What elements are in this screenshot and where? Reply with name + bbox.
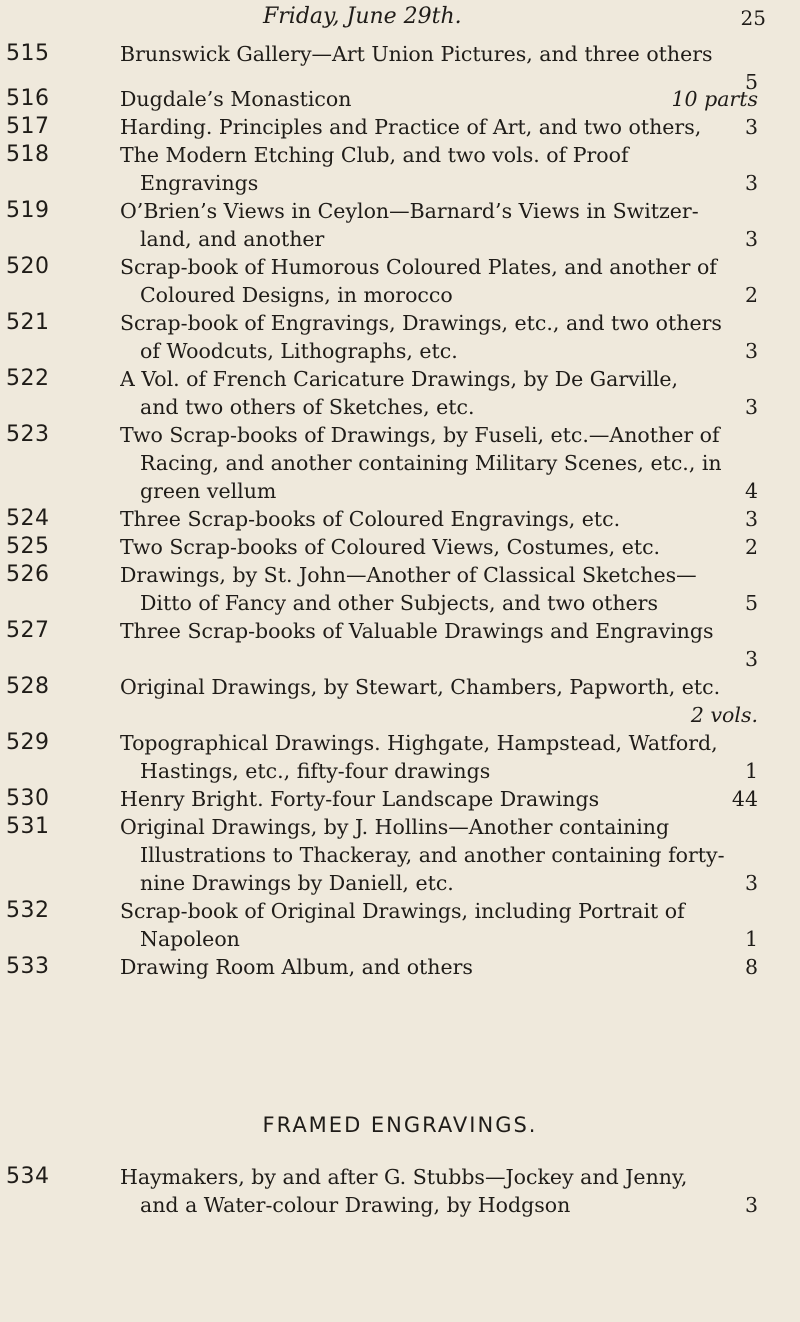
- lot-description: [120, 813, 758, 897]
- lot-text: nine Drawings by Daniell, etc.: [140, 871, 454, 895]
- lot-number: 527: [6, 618, 50, 643]
- lot-description: [120, 421, 758, 505]
- lot-quantity: 3: [744, 1193, 758, 1217]
- lot-number: 518: [6, 142, 50, 167]
- lot-description-line: [120, 449, 758, 477]
- lot-description-line: [120, 225, 758, 253]
- lot-description-line: [120, 813, 758, 841]
- lot-description: [120, 505, 758, 533]
- lot-number: 517: [6, 114, 50, 139]
- lot-number: 522: [6, 366, 50, 391]
- lot-quantity: 10 parts: [671, 87, 758, 111]
- lot-description-line: [120, 169, 758, 197]
- lot-number: 519: [6, 198, 50, 223]
- lot-number: 523: [6, 422, 50, 447]
- lot-description-line: [120, 421, 758, 449]
- page-header: [0, 4, 800, 34]
- lot-description-line: [120, 40, 758, 68]
- lot-number: 528: [6, 674, 50, 699]
- lot-text: Two Scrap-books of Coloured Views, Costumes, etc.: [120, 535, 661, 559]
- lot-text: land, and another: [140, 227, 325, 251]
- lot-quantity: 8: [744, 955, 758, 979]
- lot-quantity: 44: [731, 787, 758, 811]
- lot-text: The Modern Etching Club, and two vols. of Proof: [120, 143, 629, 167]
- lot-text: Racing, and another containing Military Scenes, etc., in: [140, 451, 722, 475]
- page-title: Friday, June 29th.: [263, 4, 462, 29]
- lot-quantity: 3: [744, 871, 758, 895]
- lot-quantity: 5: [744, 70, 758, 94]
- lot-quantity: 1: [744, 759, 758, 783]
- lot-number: 520: [6, 254, 50, 279]
- lot-text: Original Drawings, by Stewart, Chambers, Papworth, etc.: [120, 675, 721, 699]
- lot-text: Haymakers, by and after G. Stubbs—Jockey and Jenny,: [120, 1165, 688, 1189]
- lot-quantity: 3: [744, 507, 758, 531]
- lot-description: [120, 785, 758, 813]
- lot-quantity: 3: [744, 171, 758, 195]
- lot-number: 525: [6, 534, 50, 559]
- lot-description-line: [120, 953, 758, 981]
- lot-quantity-line: [120, 645, 758, 673]
- lot-description-line: [120, 365, 758, 393]
- lot-text: Scrap-book of Humorous Coloured Plates, and another of: [120, 255, 717, 279]
- lot-description: [120, 85, 758, 113]
- lot-quantity: 2: [744, 283, 758, 307]
- lot-number: 530: [6, 786, 50, 811]
- lot-description: [120, 1163, 758, 1219]
- lot-description: [120, 309, 758, 365]
- lot-description: [120, 897, 758, 953]
- section-heading: FRAMED ENGRAVINGS.: [262, 1113, 538, 1137]
- lot-quantity-line: [120, 701, 758, 729]
- lot-quantity: 3: [744, 115, 758, 139]
- lot-description: [120, 953, 758, 981]
- lot-number: 532: [6, 898, 50, 923]
- lot-description-line: [120, 617, 758, 645]
- lot-quantity: 3: [744, 647, 758, 671]
- lot-description-line: [120, 561, 758, 589]
- lot-text: Brunswick Gallery—Art Union Pictures, and three others: [120, 42, 713, 66]
- lot-description-line: [120, 757, 758, 785]
- lot-number: 531: [6, 814, 50, 839]
- lot-number: 515: [6, 41, 50, 66]
- lot-description-line: [120, 589, 758, 617]
- page-number: 25: [740, 6, 766, 30]
- lot-text: Scrap-book of Original Drawings, including Portrait of: [120, 899, 685, 923]
- lot-quantity: 3: [744, 227, 758, 251]
- lot-description-line: [120, 785, 758, 813]
- lot-description: [120, 365, 758, 421]
- lot-number: 521: [6, 310, 50, 335]
- lot-description-line: [120, 197, 758, 225]
- lot-description-line: [120, 505, 758, 533]
- lot-text: Scrap-book of Engravings, Drawings, etc., and two others: [120, 311, 722, 335]
- lot-text: Harding. Principles and Practice of Art, and two others,: [120, 115, 702, 139]
- lot-quantity: 4: [744, 479, 758, 503]
- lot-text: Dugdale’s Monasticon: [120, 87, 352, 111]
- lot-text: Three Scrap-books of Coloured Engravings, etc.: [120, 507, 621, 531]
- lot-text: Engravings: [140, 171, 259, 195]
- lot-text: Topographical Drawings. Highgate, Hampstead, Watford,: [120, 731, 718, 755]
- lot-number: 526: [6, 562, 50, 587]
- lot-text: O’Brien’s Views in Ceylon—Barnard’s Views in Switzer-: [120, 199, 699, 223]
- lot-description-line: [120, 897, 758, 925]
- lot-number: 524: [6, 506, 50, 531]
- lot-text: of Woodcuts, Lithographs, etc.: [140, 339, 458, 363]
- lot-description-line: [120, 869, 758, 897]
- lot-description-line: [120, 337, 758, 365]
- lot-description-line: [120, 477, 758, 505]
- lot-description: [120, 533, 758, 561]
- lot-quantity: 1: [744, 927, 758, 951]
- lot-description-line: [120, 113, 758, 141]
- lot-description-line: [120, 1163, 758, 1191]
- lot-text: Original Drawings, by J. Hollins—Another containing: [120, 815, 670, 839]
- lot-text: Napoleon: [140, 927, 240, 951]
- lot-description-line: [120, 533, 758, 561]
- lot-description-line: [120, 729, 758, 757]
- lot-quantity: 2: [744, 535, 758, 559]
- lot-description: [120, 197, 758, 253]
- lot-number: 516: [6, 86, 50, 111]
- lot-text: green vellum: [140, 479, 277, 503]
- lot-description-line: [120, 85, 758, 113]
- lot-text: Three Scrap-books of Valuable Drawings and Engravings: [120, 619, 714, 643]
- lot-description: [120, 617, 758, 673]
- lot-text: Ditto of Fancy and other Subjects, and two others: [140, 591, 658, 615]
- lot-description: [120, 113, 758, 141]
- lot-text: and two others of Sketches, etc.: [140, 395, 475, 419]
- lot-quantity: 3: [744, 395, 758, 419]
- lot-description-line: [120, 841, 758, 869]
- lot-description-line: [120, 281, 758, 309]
- lot-text: Two Scrap-books of Drawings, by Fuseli, etc.—Another of: [120, 423, 720, 447]
- lot-text: and a Water-colour Drawing, by Hodgson: [140, 1193, 571, 1217]
- lot-text: Drawings, by St. John—Another of Classical Sketches—: [120, 563, 697, 587]
- lot-description-line: [120, 1191, 758, 1219]
- lot-description: [120, 673, 758, 729]
- lot-number: 529: [6, 730, 50, 755]
- lot-description-line: [120, 673, 758, 701]
- lot-text: Illustrations to Thackeray, and another containing forty-: [140, 843, 725, 867]
- lot-text: Hastings, etc., fifty-four drawings: [140, 759, 491, 783]
- lot-quantity: 3: [744, 339, 758, 363]
- lot-number: 533: [6, 954, 50, 979]
- lot-quantity: 5: [744, 591, 758, 615]
- lot-text: A Vol. of French Caricature Drawings, by De Garville,: [120, 367, 679, 391]
- lot-text: Henry Bright. Forty-four Landscape Drawings: [120, 787, 600, 811]
- lot-description-line: [120, 393, 758, 421]
- lot-description: [120, 561, 758, 617]
- lot-text: Coloured Designs, in morocco: [140, 283, 453, 307]
- lot-quantity: 2 vols.: [690, 703, 758, 727]
- lot-description: [120, 253, 758, 309]
- lot-description-line: [120, 253, 758, 281]
- lot-description: [120, 729, 758, 785]
- lot-number: 534: [6, 1164, 50, 1189]
- lot-description-line: [120, 925, 758, 953]
- lot-text: Drawing Room Album, and others: [120, 955, 473, 979]
- lot-description: [120, 141, 758, 197]
- lot-description-line: [120, 309, 758, 337]
- lot-description-line: [120, 141, 758, 169]
